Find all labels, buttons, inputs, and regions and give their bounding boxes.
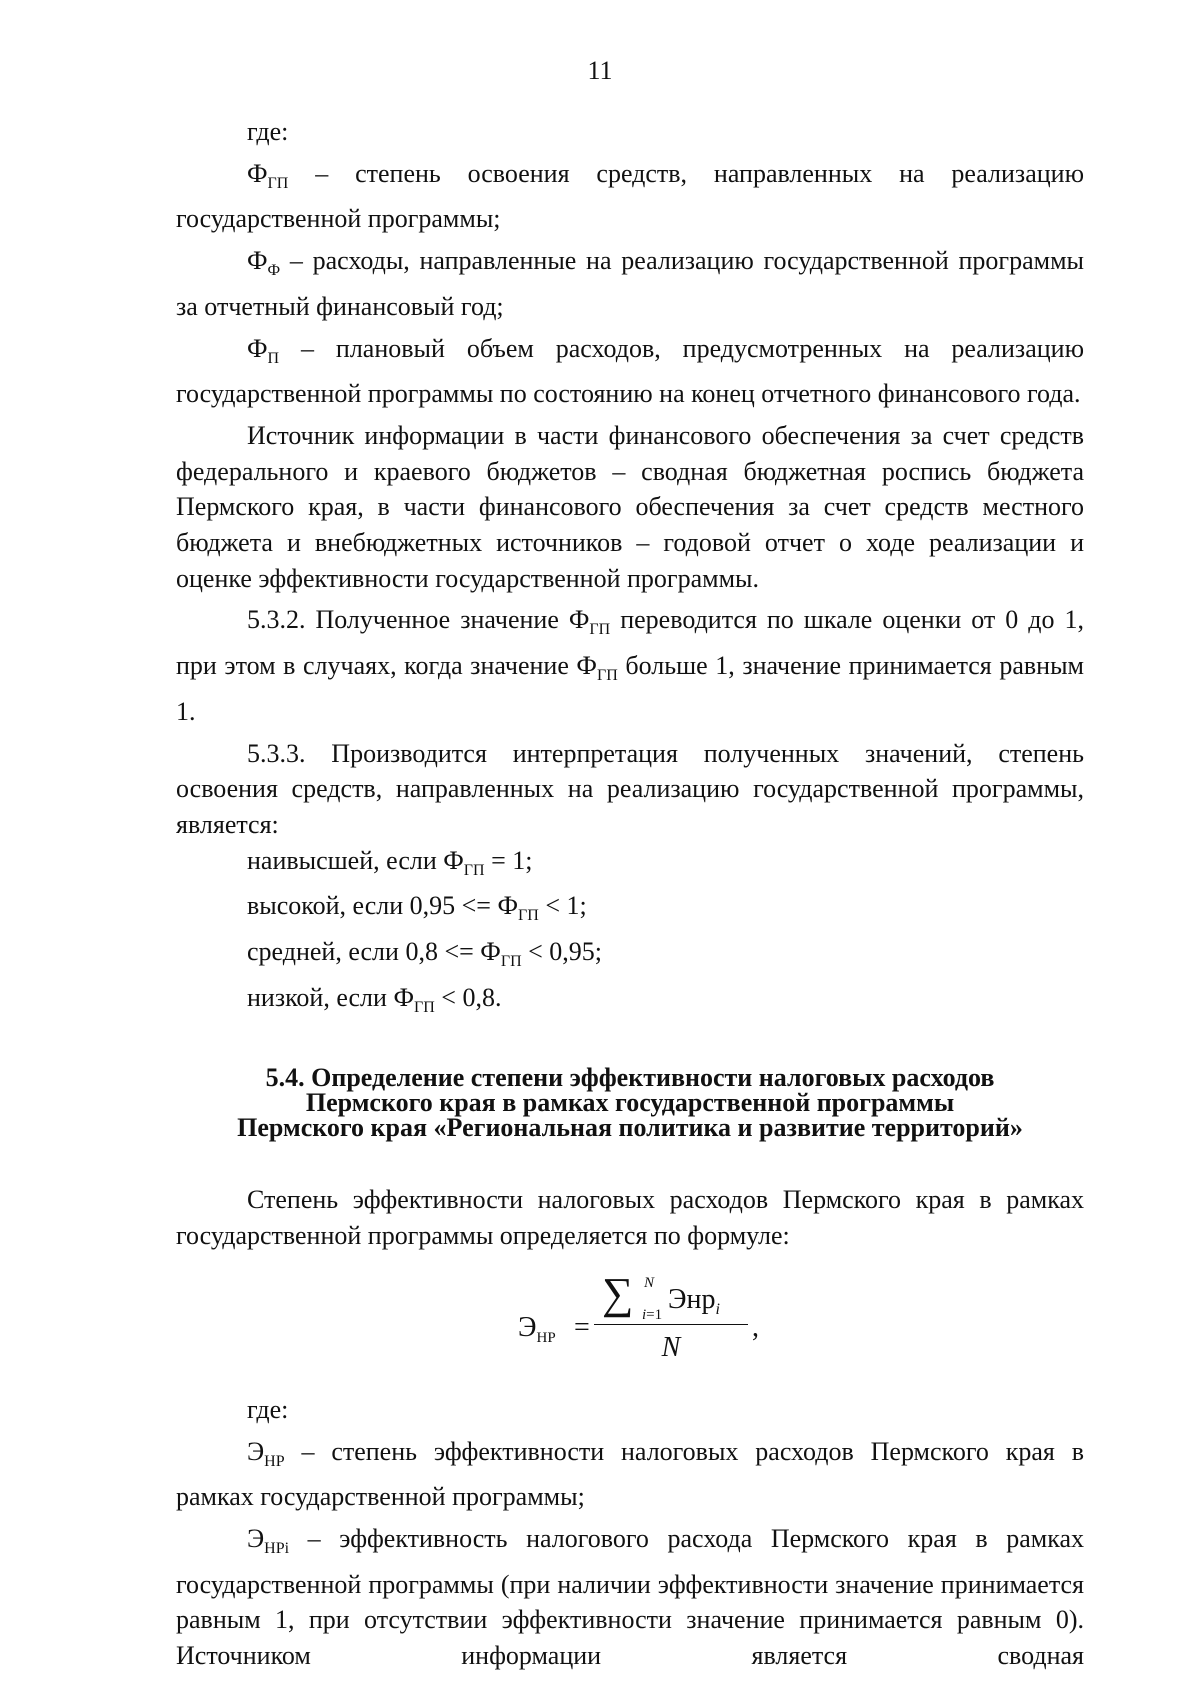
heading-line-2: Пермского края в рамках государственной программы	[305, 1088, 955, 1118]
definition-enr: $Э_{НР}$ – степень эффективности налоговых расходов Пермского края в рамках государственной программы;	[176, 1436, 1084, 1512]
level-highest: наивысшей, если $Ф_{ГП} = 1$;	[247, 845, 533, 879]
formula-equals: =	[574, 1311, 590, 1343]
heading-line-3: Пермского края «Региональная политика и развитие территорий»	[237, 1113, 1023, 1143]
sum-lower-limit: i=1	[642, 1306, 663, 1323]
formula-enr	[176, 1268, 1084, 1384]
formula-comma: ,	[752, 1311, 759, 1343]
sum-upper-limit: N	[644, 1274, 655, 1291]
formula-numerator	[594, 1268, 748, 1323]
level-high: высокой, если $0,95 <= Ф_{ГП} < 1$;	[247, 891, 587, 925]
sum-symbol: ∑	[602, 1268, 634, 1318]
formula-lhs: $Э_{НР}$	[518, 1311, 556, 1346]
section-heading-5-4	[176, 1063, 1084, 1143]
where-label: где:	[247, 117, 289, 146]
level-low: низкой, если $Ф_{ГП} < 0,8$.	[247, 982, 502, 1016]
paragraph-5-3-3: 5.3.3. Производится интерпретация полученных значений, степень освоения средств, направленных на реализацию государственной программы, является:	[176, 738, 1084, 839]
where-label-2: где:	[247, 1394, 289, 1424]
heading-line-1: 5.4. Определение степени эффективности налоговых расходов	[265, 1063, 995, 1093]
document-body	[176, 114, 1084, 1674]
definition-fgp: $Ф_{ГП}$ – степень освоения средств, направленных на реализацию государственной программы;	[176, 158, 1084, 234]
definition-fp: $Ф_П$ – плановый объем расходов, предусмотренных на реализацию государственной программы по состоянию на конец отчетного финансового года.	[176, 333, 1084, 409]
source-paragraph: Источник информации в части финансового обеспечения за счет средств федерального и краевого бюджетов – сводная бюджетная роспись бюджета Пермского края, в части финансового обеспечения за счет средств местного бюджета и внебюджетных источников – годовой отчет о ходе реализации и оценке эффективности государственной программы.	[176, 420, 1084, 593]
paragraph-5-3-2: 5.3.2. Полученное значение $Ф_{ГП}$ переводится по шкале оценки от 0 до 1, при этом в случаях, когда значение $Ф_{ГП}$ больше 1, значение принимается равным 1.	[176, 605, 1084, 726]
formula-denominator: N	[661, 1331, 681, 1363]
sum-term: Энр$_i$	[668, 1283, 720, 1318]
level-medium: средней, если $0,8 <= Ф_{ГП} < 0,95$;	[247, 937, 603, 971]
fraction-bar	[594, 1324, 748, 1325]
definition-ff: $Ф_Ф$ – расходы, направленные на реализацию государственной программы за отчетный финансовый год;	[176, 246, 1084, 321]
page-number: 11	[587, 56, 613, 85]
definition-enri: $Э_{НРi}$ – эффективность налогового расхода Пермского края в рамках государственной программы (при наличии эффективности значение принимается равным 1, при отсутствии эффективности значение принимается равным 0). Источником информации является сводная	[176, 1523, 1084, 1671]
formula-intro: Степень эффективности налоговых расходов Пермского края в рамках государственной программы определяется по формуле:	[176, 1185, 1084, 1251]
